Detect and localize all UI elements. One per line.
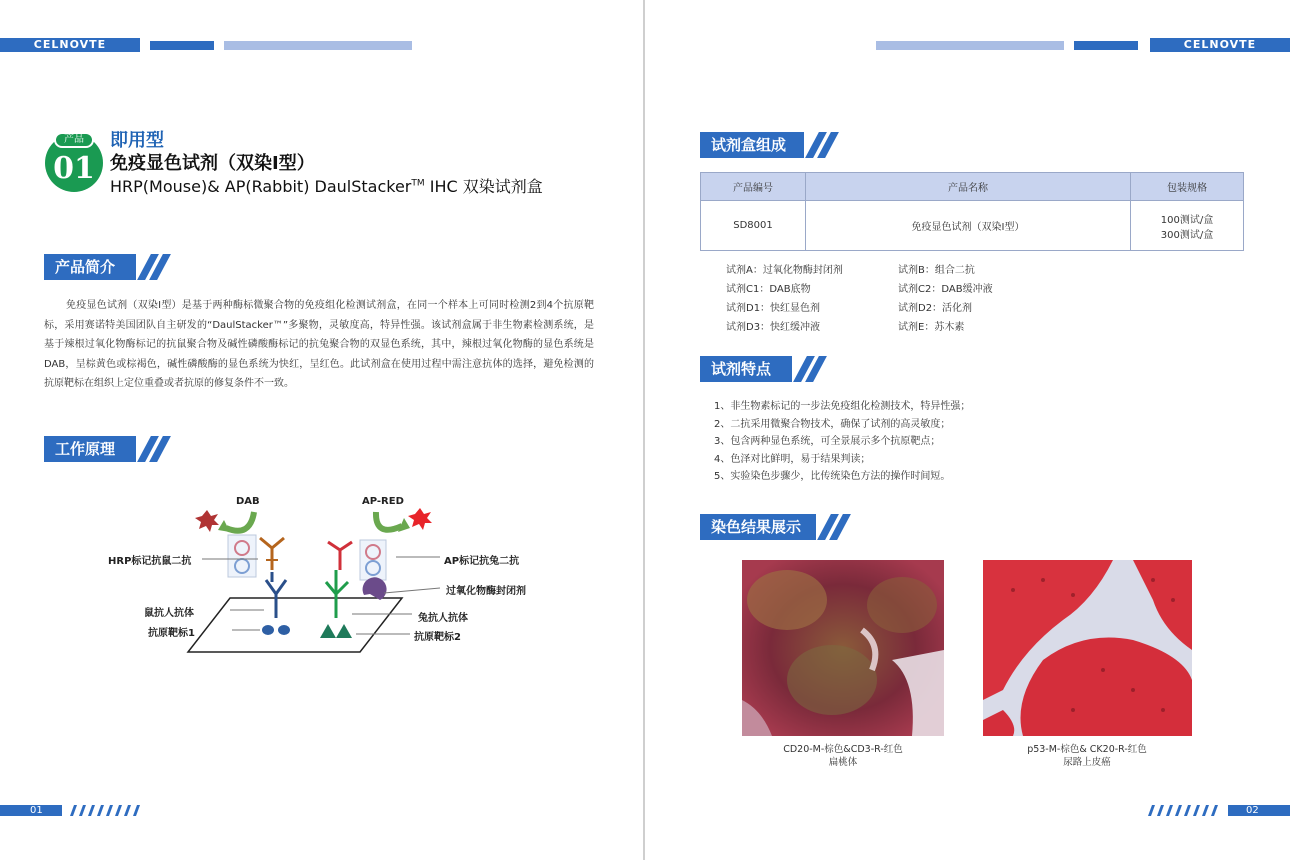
reagent-item: 试剂D1：快红显色剂: [726, 303, 821, 314]
apred-arrow-icon: [376, 512, 402, 530]
feature-item: 1、非生物素标记的一步法免疫组化检测技术，特异性强；: [714, 401, 971, 412]
header-bar-4: [1074, 41, 1138, 50]
staining-image-urothelial: [983, 560, 1192, 736]
cell-code: SD8001: [701, 201, 806, 251]
header-bar-3: [876, 41, 1064, 50]
title-name: 免疫显色试剂（双染I型）: [110, 153, 315, 174]
apred-star-icon: [408, 508, 432, 530]
caption-1: CD20-M-棕色&CD3-R-红色 扁桃体: [783, 744, 903, 768]
label-ap: AP标记抗兔二抗: [444, 556, 520, 567]
label-mouse: 鼠抗人抗体: [144, 608, 194, 619]
col-spec: 包装规格: [1131, 173, 1244, 201]
label-target1: 抗原靶标1: [148, 628, 195, 639]
header-bar-2: [224, 41, 412, 50]
feature-item: 2、二抗采用微聚合物技术，确保了试剂的高灵敏度；: [714, 419, 951, 430]
footer-stripes-right: [1144, 805, 1224, 816]
table-row: [701, 201, 1244, 251]
section-title: 染色结果展示: [700, 514, 816, 540]
blocker-icon: [363, 577, 387, 600]
footer-stripes-left: [66, 805, 146, 816]
feature-item: 4、色泽对比鲜明，易于结果判读；: [714, 454, 871, 465]
table-header-row: [701, 173, 1244, 201]
label-blocker: 过氧化物酶封闭剂: [446, 586, 526, 597]
cell-name: 免疫显色试剂（双染I型）: [806, 201, 1131, 251]
page-number-left: 01: [0, 805, 62, 816]
antigen2-shape: [336, 624, 352, 638]
col-code: 产品编号: [701, 173, 806, 201]
staining-image-tonsil: [742, 560, 944, 736]
section-title: 产品简介: [44, 254, 136, 280]
badge-number: 01: [53, 151, 95, 186]
reagent-item: 试剂D2：活化剂: [898, 303, 973, 314]
section-title: 试剂盒组成: [700, 132, 804, 158]
label-rabbit: 兔抗人抗体: [418, 613, 468, 624]
caption-2: p53-M-棕色& CK20-R-红色 尿路上皮癌: [1027, 744, 1147, 768]
label-apred: AP-RED: [362, 496, 404, 507]
brand-logo-right: CELNOVTE: [1150, 38, 1290, 52]
tissue-plane: [188, 598, 402, 652]
section-title: 工作原理: [44, 436, 136, 462]
badge-label: 产品: [54, 132, 94, 148]
feature-item: 3、包含两种显色系统，可全景展示多个抗原靶点；: [714, 436, 941, 447]
label-dab: DAB: [236, 496, 260, 507]
dab-arrow-icon: [226, 512, 254, 531]
intro-paragraph: 免疫显色试剂（双染I型）是基于两种酶标微聚合物的免疫组化检测试剂盒，在同一个样本上可同时检测2到4个抗原靶标，采用赛诺特美国团队自主研发的“DaulStacker™”多聚物，灵敏度高，特异性强。该试剂盒属于非生物素检测系统，是基于辣根过氧化物酶标记的抗鼠聚合物及碱性磷酸酶标记的抗兔聚合物的双显色系统，其中，辣根过氧化物酶的显色系统是DAB，呈棕黄色或棕褐色，碱性磷酸酶的显色系统为快红，呈红色。此试剂盒在使用过程中需注意抗体的选择，避免检测的抗原靶标在组织上定位重叠或者抗原的修复条件不一致。: [44, 300, 594, 389]
brand-logo-left: CELNOVTE: [0, 38, 140, 52]
antigen1-shape: [278, 625, 290, 635]
title-type: 即用型: [110, 130, 164, 151]
reagent-item: 试剂C1：DAB底物: [726, 284, 811, 295]
feature-item: 5、实验染色步骤少，比传统染色方法的操作时间短。: [714, 471, 951, 482]
cell-spec: 100测试/盒 300测试/盒: [1131, 201, 1244, 251]
title-subtitle: HRP(Mouse)& AP(Rabbit) DaulStacker™ IHC 双染试剂盒: [110, 177, 543, 196]
label-hrp: HRP标记抗鼠二抗: [108, 556, 192, 567]
section-title: 试剂特点: [700, 356, 792, 382]
antigen2-shape: [320, 624, 336, 638]
label-target2: 抗原靶标2: [414, 632, 461, 643]
kit-table: [700, 172, 1244, 251]
reagent-item: 试剂B：组合二抗: [898, 265, 975, 276]
reagent-item: 试剂E：苏木素: [898, 322, 965, 333]
page-number-right: 02: [1228, 805, 1290, 816]
antigen1-shape: [262, 625, 274, 635]
reagent-item: 试剂A：过氧化物酶封闭剂: [726, 265, 843, 276]
col-name: 产品名称: [806, 173, 1131, 201]
reagent-item: 试剂D3：快红缓冲液: [726, 322, 821, 333]
reagent-item: 试剂C2：DAB缓冲液: [898, 284, 993, 295]
header-bar-1: [150, 41, 214, 50]
dab-star-icon: [195, 510, 219, 532]
product-badge: [45, 134, 103, 192]
